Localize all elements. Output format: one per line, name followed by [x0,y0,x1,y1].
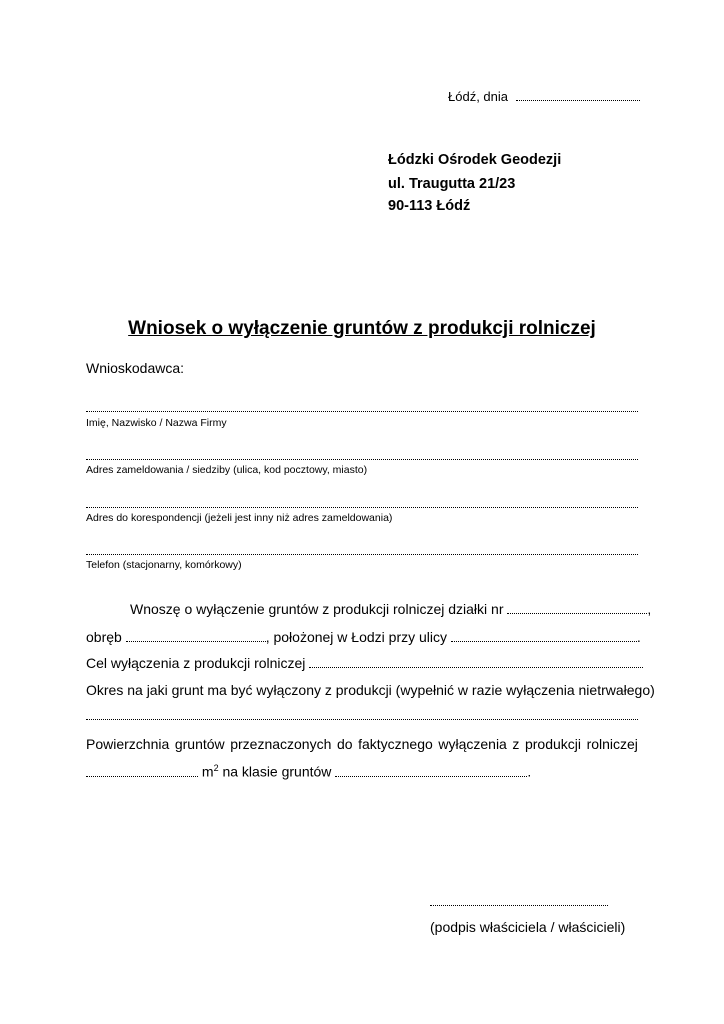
name-field-caption: Imię, Nazwisko / Nazwa Firmy [86,417,227,429]
correspondence-field-caption: Adres do korespondencji (jeżeli jest inny niż adres zameldowania) [86,512,393,524]
date-field[interactable] [516,88,640,101]
request-line-1: Wnoszę o wyłączenie gruntów z produkcji rolniczej działki nr , [130,601,652,617]
request-line-6: $m^2$ na klasie gruntów . [86,763,531,780]
correspondence-field[interactable] [86,507,638,508]
area-field[interactable] [86,764,198,777]
document-title: Wniosek o wyłączenie gruntów z produkcji rolniczej [128,318,596,339]
recipient-city: 90-113 Łódź [388,198,471,214]
address-field[interactable] [86,459,638,460]
street-field[interactable] [451,629,637,642]
recipient-street: ul. Traugutta 21/23 [388,176,516,192]
purpose-field[interactable] [309,655,643,668]
recipient-name: Łódzki Ośrodek Geodezji [388,152,562,168]
parcel-number-field[interactable] [507,601,647,614]
applicant-label: Wnioskodawca: [86,360,185,376]
signature-label: (podpis właściciela / właścicieli) [430,919,626,935]
request-line-4: Okres na jaki grunt ma być wyłączony z produkcji (wypełnić w razie wyłączenia nietrwałego) [86,682,655,698]
request-line-3: Cel wyłączenia z produkcji rolniczej [86,655,643,671]
precinct-field[interactable] [126,629,266,642]
soil-class-field[interactable] [335,764,527,777]
request-line-5: Powierzchnia gruntów przeznaczonych do faktycznego wyłączenia z produkcji rolniczej [86,736,638,752]
address-field-caption: Adres zameldowania / siedziby (ulica, kod pocztowy, miasto) [86,464,368,476]
name-field[interactable] [86,411,638,412]
place-date-label: Łódź, dnia [448,89,508,104]
period-field[interactable] [86,719,638,720]
signature-field[interactable] [430,897,608,906]
place-date [448,88,640,104]
phone-field-caption: Telefon (stacjonarny, komórkowy) [86,559,242,571]
phone-field[interactable] [86,554,638,555]
request-line-2: obręb , położonej w Łodzi przy ulicy . [86,629,641,645]
